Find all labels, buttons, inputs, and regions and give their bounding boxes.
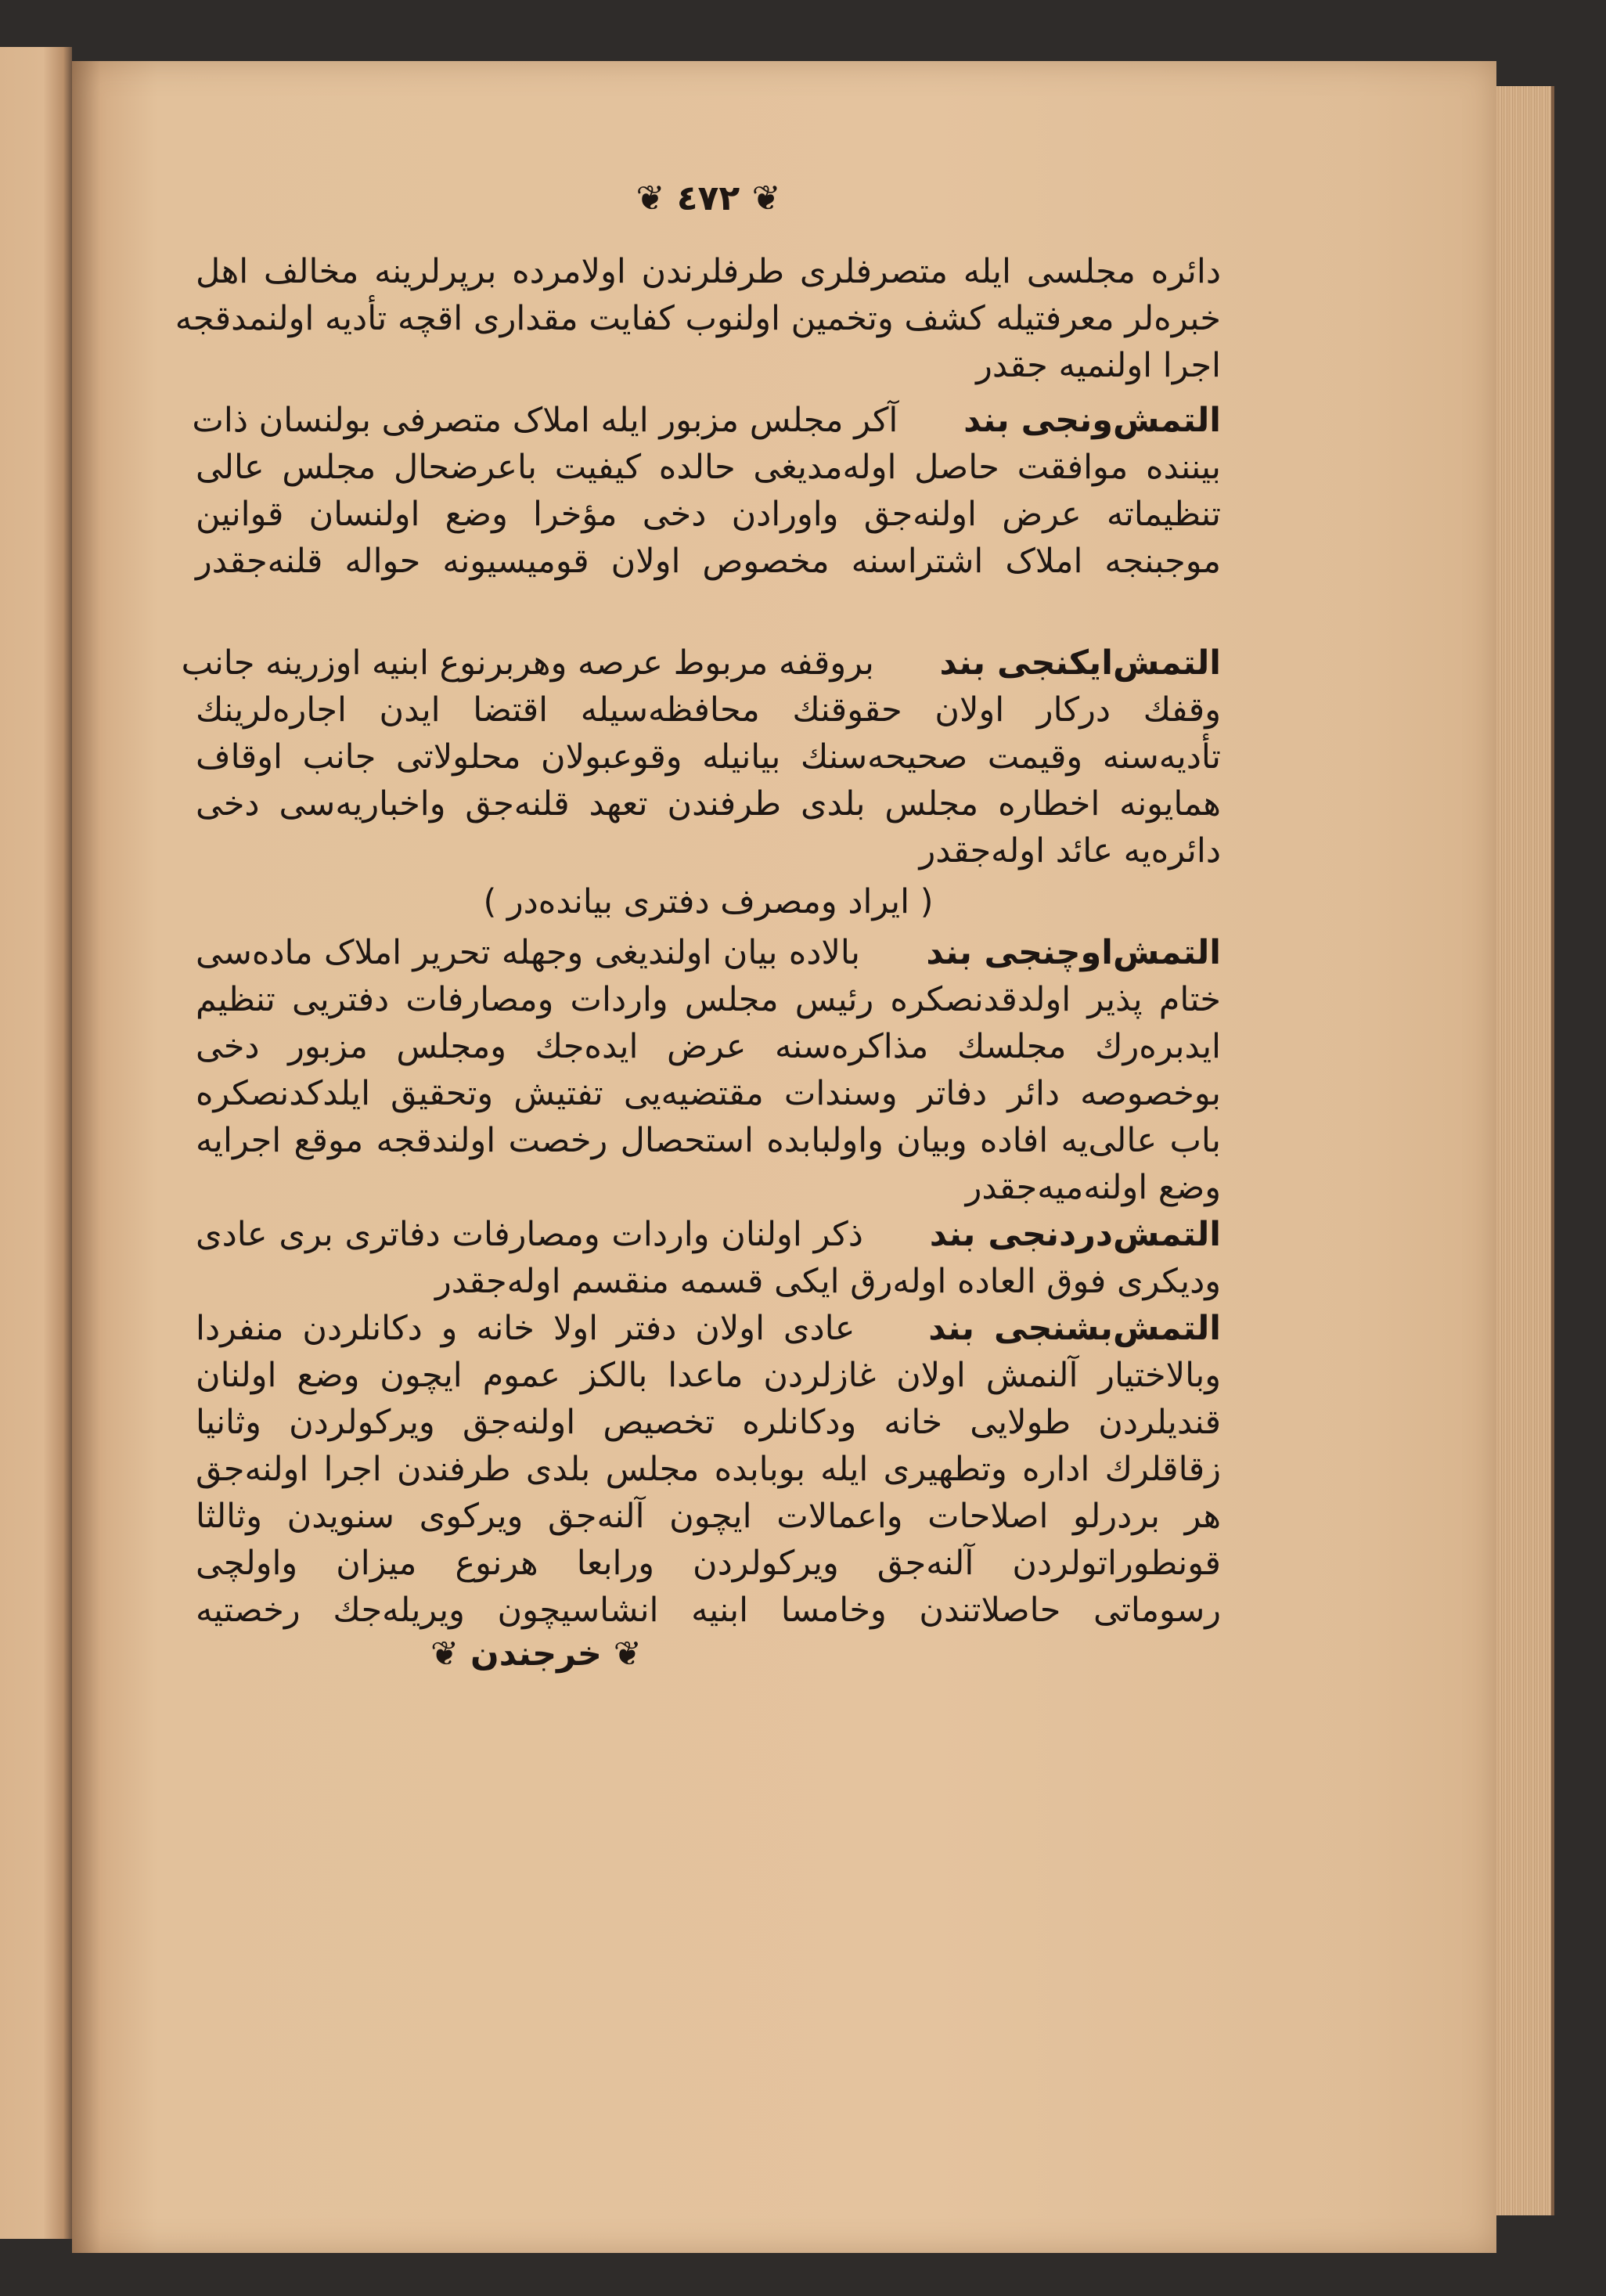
text-line: تأدیه‌سنه وقیمت صحیحه‌سنك بیانیله وقوعبولان محلولاتی جانب اوقاف [196, 737, 1221, 777]
text-line: ختام پذیر اولدقدنصکره رئیس مجلس واردات ومصارفات دفتریی تنظیم [196, 980, 1221, 1019]
page-number: ❦ ٤٧٢ ❦ [636, 178, 781, 218]
text-line: دائره مجلسی ایله متصرفلری طرفلرندن اولامرده برپرلرینه مخالف اهل [196, 252, 1221, 291]
text-line [196, 1212, 1221, 1257]
text-line: موجبنجه املاک اشتراسنه مخصوص اولان قومیسیونه حواله قلنه‌جقدر [196, 542, 1221, 581]
facing-page-edge [0, 47, 72, 2239]
text-line: ودیکری فوق العاده اوله‌رق ایکی قسمه منقسم اوله‌جقدر [435, 1262, 1221, 1301]
article-text: بروقفه مربوط عرصه وهربرنوع ابنیه اوزرینه جانب [181, 643, 874, 683]
text-line: هر بردرلو اصلاحات واعمالات ایچون آلنه‌جق ویرکوی سنویدن وثالثا [196, 1497, 1221, 1536]
text-line: وقفك درکار اولان حقوقنك محافظه‌سیله اقتضا ایدن اجاره‌لرینك [196, 690, 1221, 730]
text-line: ایدبره‌رك مجلسك مذاکره‌سنه عرض ایده‌جك ومجلس مزبور دخی [196, 1027, 1221, 1066]
text-line: قونطوراتولردن آلنه‌جق ویرکولردن ورابعا هرنوع میزان واولچی [196, 1544, 1221, 1583]
article-text: بالاده بیان اولندیغی وجهله تحریر املاک ماده‌سی [196, 933, 861, 972]
article-heading: التمش‌اوچنجی بند [926, 933, 1222, 972]
text-line: وبالاختیار آلنمش اولان غازلردن ماعدا بالکز عموم ایچون وضع اولنان [196, 1356, 1221, 1395]
text-line: قندیلردن طولایی خانه ودکانلره تخصیص اولنه‌جق ویرکولردن وثانیا [196, 1403, 1221, 1442]
text-line: دائره‌یه عائد اوله‌جقدر [919, 831, 1221, 870]
text-line: همایونه اخطاره مجلس بلدی طرفندن تعهد قلنه‌جق واخباریه‌سی دخی [196, 784, 1221, 824]
article-text: آکر مجلس مزبور ایله املاک متصرفی بولنسان ذات [192, 401, 898, 440]
article-heading: التمش‌ایکنجی بند [939, 643, 1221, 683]
article-heading: التمش‌ونجی بند [963, 401, 1221, 440]
book-page [72, 61, 1496, 2253]
text-line: اجرا اولنمیه جقدر [976, 346, 1221, 385]
text-line: باب عالی‌یه افاده وبیان واولبابده استحصال رخصت اولندقجه موقع اجرایه [196, 1121, 1221, 1160]
text-line: وضع اولنه‌میه‌جقدر [965, 1168, 1221, 1207]
text-line: بیننده موافقت حاصل اوله‌مدیغی حالده کیفیت باعرضحال مجلس عالی [196, 448, 1221, 487]
article-heading: التمش‌بشنجی بند [928, 1309, 1221, 1348]
text-line: رسوماتی حاصلاتندن وخامسا ابنیه انشاسیچون ویریله‌جك رخصتیه [196, 1591, 1221, 1630]
text-line: تنظیماته عرض اولنه‌جق واورادن دخی مؤخرا وضع اولنسان قوانین [196, 495, 1221, 534]
article-text: عادی اولان دفتر اولا خانه و دکانلردن منفردا [196, 1309, 855, 1348]
text-line [196, 1306, 1221, 1351]
catchword: ❦ خرجندن ❦ [430, 1635, 642, 1674]
text-line [181, 640, 1221, 686]
article-text: ذکر اولنان واردات ومصارفات دفاتری بری عادی [196, 1215, 863, 1254]
section-heading: ( ایراد ومصرف دفتری بیانده‌در ) [483, 882, 934, 921]
text-line: بوخصوصه دائر دفاتر وسندات مقتضیه‌یی تفتیش وتحقیق ایلدکدنصکره [196, 1074, 1221, 1113]
page-text [175, 61, 1222, 2253]
text-line [196, 930, 1221, 975]
text-line: زقاقلرك اداره وتطهیری ایله بوبابده مجلس بلدی طرفندن اجرا اولنه‌جق [196, 1450, 1221, 1489]
page-stack-edge [1496, 86, 1554, 2215]
text-line [192, 398, 1221, 443]
text-line: خبره‌لر معرفتیله کشف وتخمین اولنوب کفایت مقداری اقچه تأدیه اولنمدقجه [175, 299, 1221, 338]
article-heading: التمش‌دردنجی بند [929, 1215, 1221, 1254]
